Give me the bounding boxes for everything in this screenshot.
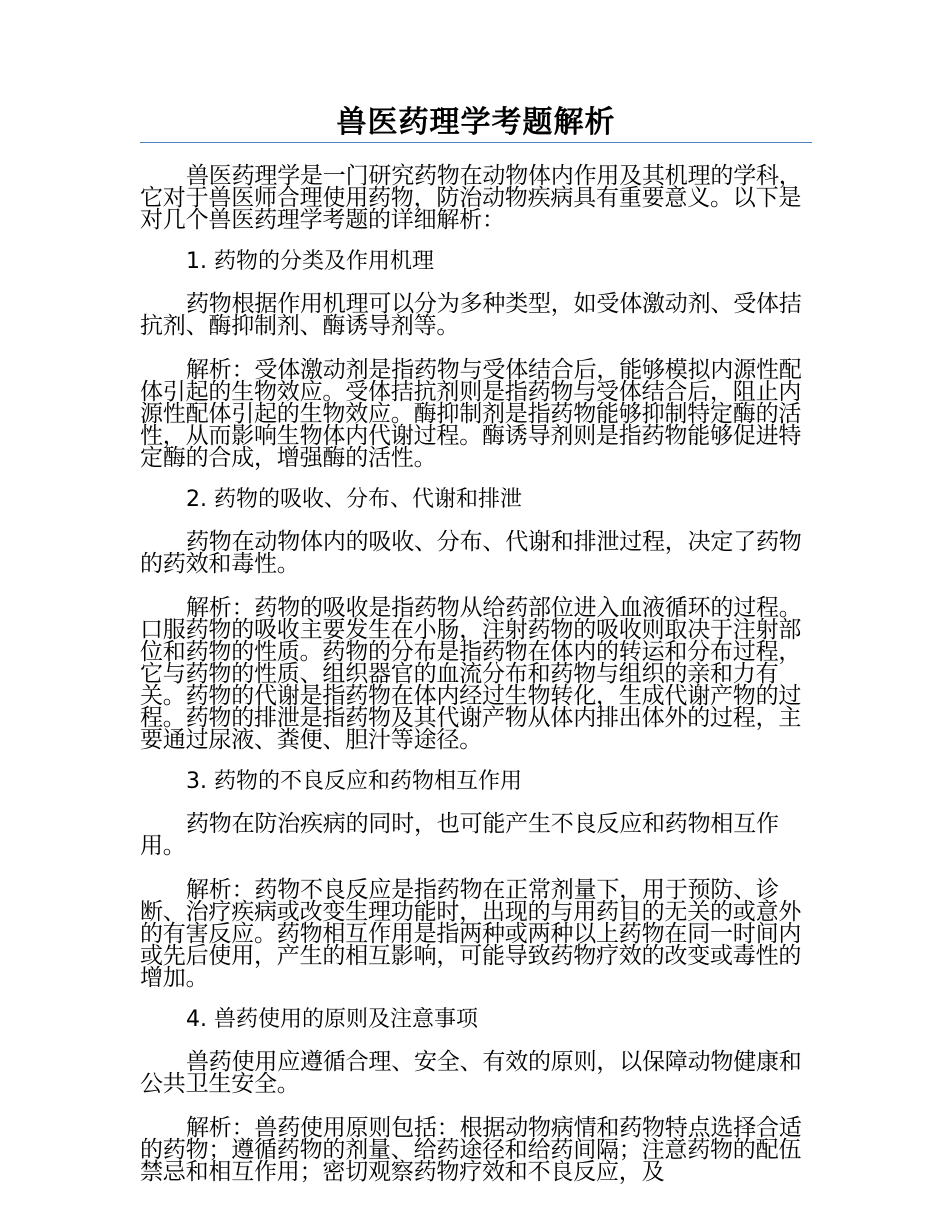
section-question-2: 药物在动物体内的吸收、分布、代谢和排泄过程，决定了药物的药效和毒性。 (140, 529, 802, 577)
section-analysis-1: 解析：受体激动剂是指药物与受体结合后，能够模拟内源性配体引起的生物效应。受体拮抗剂则是指药物与受体结合后，阻止内源性配体引起的生物效应。酶抑制剂是指药物能够抑制特定酶的活性，从而影响生物体内代谢过程。酶诱导剂则是指药物能够促进特定酶的合成，增强酶的活性。 (140, 357, 802, 471)
section-analysis-3: 解析：药物不良反应是指药物在正常剂量下，用于预防、诊断、治疗疾病或改变生理功能时，出现的与用药目的无关的或意外的有害反应。药物相互作用是指两种或两种以上药物在同一时间内或先后使用，产生的相互影响，可能导致药物疗效的改变或毒性的增加。 (140, 877, 802, 991)
section-heading-2: 2. 药物的吸收、分布、代谢和排泄 (186, 487, 522, 512)
intro-paragraph: 兽医药理学是一门研究药物在动物体内作用及其机理的学科，它对于兽医师合理使用药物，防治动物疾病具有重要意义。以下是对几个兽医药理学考题的详细解析： (140, 163, 802, 233)
section-heading-4: 4. 兽药使用的原则及注意事项 (186, 1007, 478, 1032)
document-title: 兽医药理学考题解析 (140, 100, 812, 143)
document-page (140, 100, 812, 1183)
section-analysis-2: 解析：药物的吸收是指药物从给药部位进入血液循环的过程。口服药物的吸收主要发生在小肠，注射药物的吸收则取决于注射部位和药物的性质。药物的分布是指药物在体内的转运和分布过程，它与药物的性质、组织器官的血流分布和药物与组织的亲和力有关。药物的代谢是指药物在体内经过生物转化，生成代谢产物的过程。药物的排泄是指药物及其代谢产物从体内排出体外的过程，主要通过尿液、粪便、胆汁等途径。 (140, 595, 802, 753)
section-heading-1: 1. 药物的分类及作用机理 (186, 249, 434, 274)
section-analysis-4: 解析：兽药使用原则包括：根据动物病情和药物特点选择合适的药物；遵循药物的剂量、给药途径和给药间隔；注意药物的配伍禁忌和相互作用；密切观察药物疗效和不良反应，及 (140, 1115, 802, 1185)
section-question-1: 药物根据作用机理可以分为多种类型，如受体激动剂、受体拮抗剂、酶抑制剂、酶诱导剂等。 (140, 291, 802, 339)
section-question-4: 兽药使用应遵循合理、安全、有效的原则，以保障动物健康和公共卫生安全。 (140, 1049, 802, 1097)
section-heading-3: 3. 药物的不良反应和药物相互作用 (186, 769, 522, 794)
section-question-3: 药物在防治疾病的同时，也可能产生不良反应和药物相互作用。 (140, 811, 779, 859)
